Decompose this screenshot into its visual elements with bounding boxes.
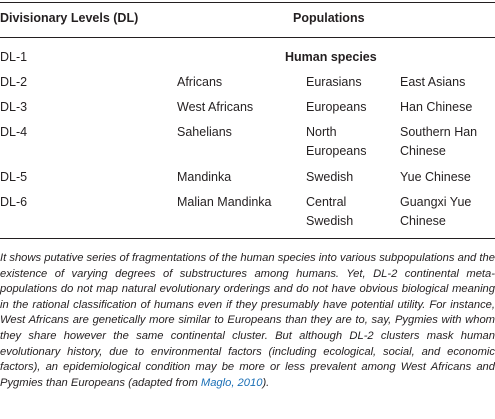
row-dl5-col1: Mandinka	[177, 170, 232, 184]
table-header-rule	[0, 37, 495, 38]
row-dl6-level: DL-6	[0, 195, 28, 209]
row-dl6-col1: Malian Mandinka	[177, 195, 272, 209]
row-dl3-col2: Europeans	[306, 100, 367, 114]
table-caption	[0, 251, 495, 391]
row-dl4-col1: Sahelians	[177, 125, 232, 139]
row-dl4-level: DL-4	[0, 125, 28, 139]
row-dl2-col1: Africans	[177, 75, 223, 89]
row-dl5-col3: Yue Chinese	[400, 170, 471, 184]
row-dl6-col3-line2: Chinese	[400, 214, 446, 228]
header-populations: Populations	[293, 11, 365, 25]
table-bottom-rule	[0, 238, 495, 239]
header-divisionary-levels: Divisionary Levels (DL)	[0, 11, 139, 25]
row-dl4-col2-line1: North	[306, 125, 337, 139]
row-dl2-col2: Eurasians	[306, 75, 362, 89]
citation-link[interactable]: Maglo, 2010	[200, 376, 263, 389]
row-dl1-human-species: Human species	[285, 50, 377, 64]
row-dl5-col2: Swedish	[306, 170, 354, 184]
caption-text: It shows putative series of fragmentations of the human species into various subpopulations and the existence of varying degrees of substructures among humans. Yet, DL-2 continental meta-populations do not map natural evolutionary orderings and do not have obvious biological meaning in the rational classification of humans even if they presumably have potential utility. For instance, West Africans are genetically more similar to Europeans than they are to, say, Pygmies with whom they share however the same continental cluster. But although DL-2 clusters mask human evolutionary history, due to environmental factors (including ecological, social, and economic factors), an epidemiological condition may be more or less prevalent among West Africans and Pygmies than Europeans (adapted from	[0, 252, 495, 389]
row-dl3-col3: Han Chinese	[400, 100, 473, 114]
row-dl2-level: DL-2	[0, 75, 28, 89]
caption-tail: ).	[262, 376, 270, 389]
row-dl3-level: DL-3	[0, 100, 28, 114]
row-dl4-col3-line2: Chinese	[400, 144, 446, 158]
row-dl4-col2-line2: Europeans	[306, 144, 367, 158]
table-top-rule	[0, 2, 495, 3]
row-dl2-col3: East Asians	[400, 75, 466, 89]
row-dl5-level: DL-5	[0, 170, 28, 184]
row-dl3-col1: West Africans	[177, 100, 254, 114]
row-dl4-col3-line1: Southern Han	[400, 125, 478, 139]
row-dl6-col2-line2: Swedish	[306, 214, 354, 228]
row-dl6-col2-line1: Central	[306, 195, 347, 209]
row-dl6-col3-line1: Guangxi Yue	[400, 195, 472, 209]
row-dl1-level: DL-1	[0, 50, 28, 64]
